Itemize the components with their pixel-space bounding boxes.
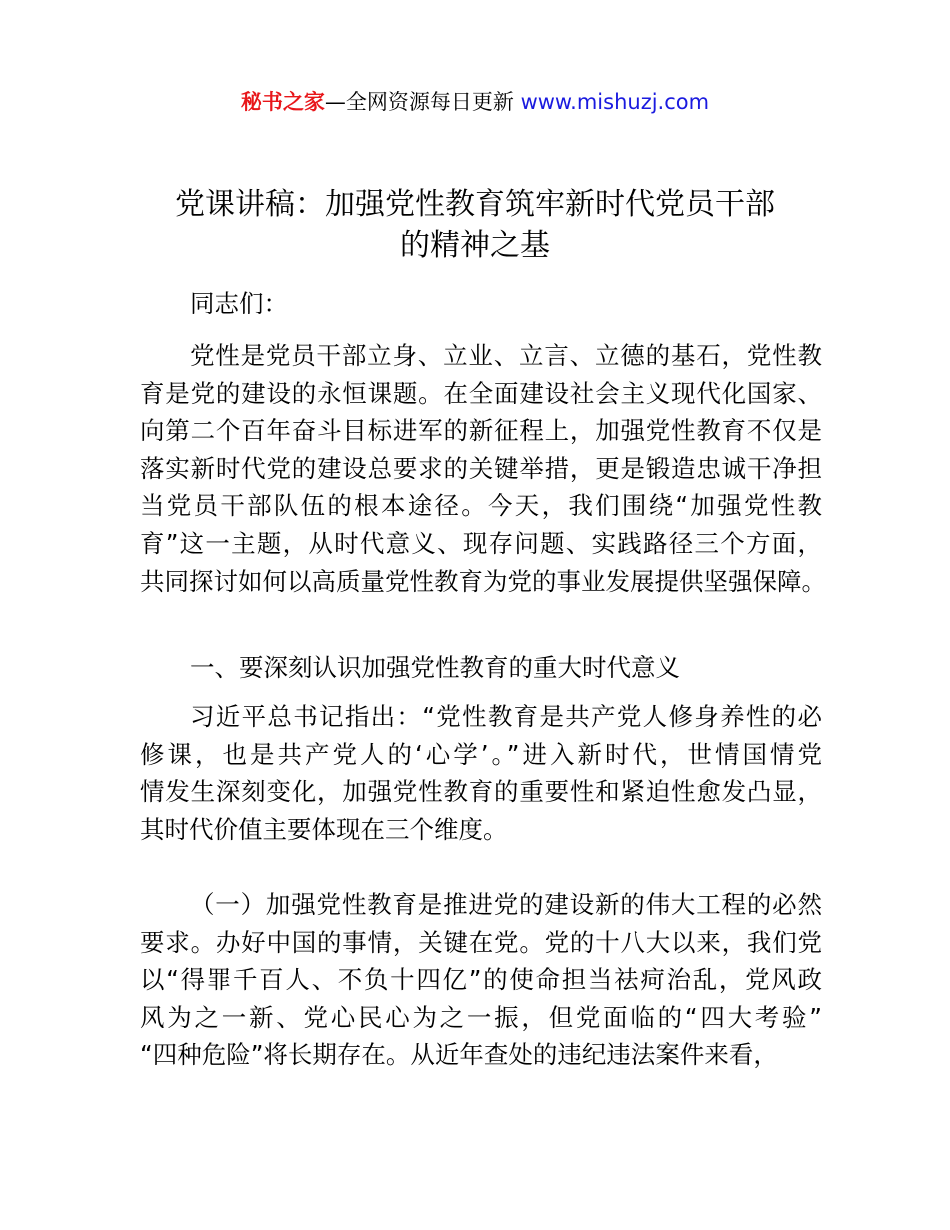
intro-paragraph-line: 当党员干部队伍的根本途径。今天，我们围绕“加强党性教	[140, 491, 822, 521]
brand-name: 秘书之家	[240, 90, 325, 114]
salutation-line: 同志们：	[190, 289, 288, 318]
section-heading-1-line: 一、要深刻认识加强党性教育的重大时代意义	[190, 653, 680, 682]
quote-paragraph-line: 修课，也是共产党人的‘心学’。”进入新时代，世情国情党	[140, 739, 822, 769]
site-url-link[interactable]: www.mishuzj.com	[520, 90, 710, 114]
banner-slogan: —全网资源每日更新	[324, 90, 521, 114]
quote-paragraph-line: 习近平总书记指出：“党性教育是共产党人修身养性的必	[190, 702, 822, 731]
subsection-paragraph-1-line: “四种危险”将长期存在。从近年查处的违纪违法案件来看，	[140, 1040, 778, 1070]
subsection-paragraph-1-line: 风为之一新、党心民心为之一振，但党面临的“四大考验”	[140, 1002, 822, 1032]
document-title-line-2: 的精神之基	[400, 228, 550, 263]
subsection-paragraph-1-line: 以“得罪千百人、不负十四亿”的使命担当祛疴治乱，党风政	[140, 965, 822, 995]
quote-paragraph-line: 其时代价值主要体现在三个维度。	[140, 814, 508, 844]
intro-paragraph-line: 育”这一主题，从时代意义、现存问题、实践路径三个方面，	[140, 529, 822, 558]
intro-paragraph-line: 落实新时代党的建设总要求的关键举措，更是锻造忠诚干净担	[140, 453, 822, 483]
quote-paragraph-line: 情发生深刻变化，加强党性教育的重要性和紧迫性愈发凸显，	[140, 777, 822, 807]
intro-paragraph-line: 育是党的建设的永恒课题。在全面建设社会主义现代化国家、	[140, 378, 822, 408]
site-banner	[0, 86, 950, 118]
intro-paragraph-line: 向第二个百年奋斗目标进军的新征程上，加强党性教育不仅是	[140, 416, 822, 446]
document-title-line-1: 党课讲稿：加强党性教育筑牢新时代党员干部	[175, 187, 775, 222]
subsection-paragraph-1-line: 要求。办好中国的事情，关键在党。党的十八大以来，我们党	[140, 927, 822, 957]
intro-paragraph-line: 共同探讨如何以高质量党性教育为党的事业发展提供坚强保障。	[140, 566, 826, 596]
subsection-paragraph-1-line: （一）加强党性教育是推进党的建设新的伟大工程的必然	[190, 890, 822, 919]
intro-paragraph-line: 党性是党员干部立身、立业、立言、立德的基石，党性教	[190, 341, 822, 370]
